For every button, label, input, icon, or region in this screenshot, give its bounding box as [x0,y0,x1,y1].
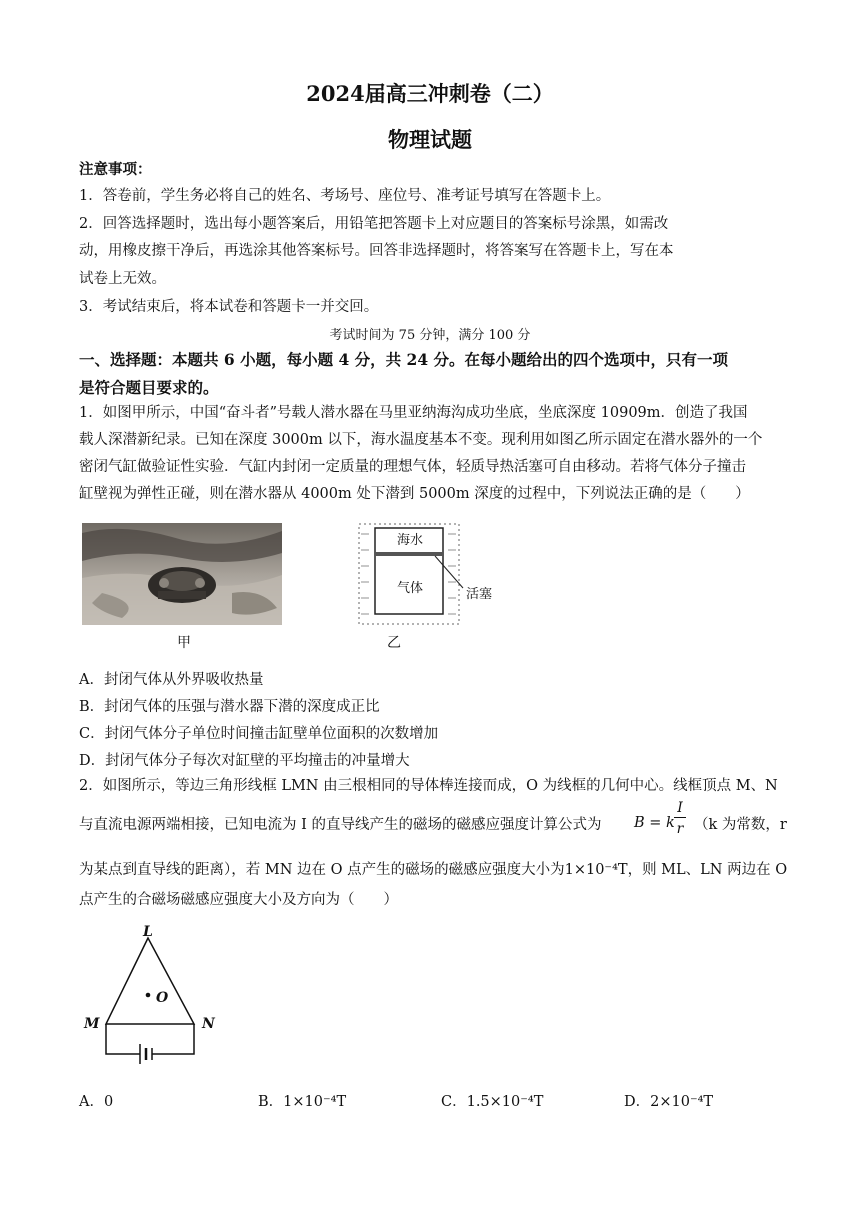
submersible-photo [82,523,282,625]
center-label-o: O [156,990,169,1006]
notice-item: 3．考试结束后，将本试卷和答题卡一并交回。 [79,299,379,315]
notice-heading: 注意事项： [79,161,152,178]
answer-option: C．1.5×10⁻⁴T [441,1094,544,1110]
question-text: 缸壁视为弹性正碰，则在潜水器从 4000m 处下潜到 5000m 深度的过程中，下列说法正确的是（ ） [79,486,750,502]
notice-item: 动，用橡皮擦干净后，再选涂其他答案标号。回答非选择题时，将答案写在答题卡上，写在本 [79,243,674,259]
formula-numerator: I [674,799,686,818]
answer-option: D．封闭气体分子每次对缸壁的平均撞击的冲量增大 [79,753,410,769]
question-text: 为某点到直导线的距离），若 MN 边在 O 点产生的磁场的磁感应强度大小为1×10⁻⁴T，则 ML、LN 两边在 O [79,862,788,878]
triangle-circuit-diagram [78,922,218,1072]
vertex-label-m: M [84,1016,100,1032]
formula-denominator: r [676,821,684,837]
answer-option: D．2×10⁻⁴T [624,1094,714,1110]
vertex-label-n: N [202,1016,215,1032]
question-text: 1．如图甲所示，中国“奋斗者”号载人潜水器在马里亚纳海沟成功坐底，坐底深度 10909m．创造了我国 [79,405,748,421]
notice-item: 1．答卷前，学生务必将自己的姓名、考场号、座位号、准考证号填写在答题卡上。 [79,188,611,204]
figure-caption: 乙 [387,635,401,651]
sea-water-label: 海水 [397,533,424,548]
vertex-label-l: L [143,924,153,940]
question-text: 2．如图所示，等边三角形线框 LMN 由三根相同的导体棒连接而成，O 为线框的几何中心。线框顶点 M、N [79,778,778,794]
answer-option: B．1×10⁻⁴T [258,1094,347,1110]
notice-item: 试卷上无效。 [79,271,166,287]
section-heading: 一、选择题：本题共 6 小题，每小题 4 分，共 24 分。在每小题给出的四个选项中，只有一项 [79,350,729,369]
question-text: （k 为常数，r [694,817,787,833]
question-text: 与直流电源两端相接，已知电流为 I 的直导线产生的磁场的磁感应强度计算公式为 [79,817,602,833]
answer-option: A．0 [79,1094,114,1110]
answer-option: A．封闭气体从外界吸收热量 [79,672,264,688]
figure-caption: 甲 [177,635,191,651]
cylinder-diagram [355,520,505,630]
answer-option: C．封闭气体分子单位时间撞击缸壁单位面积的次数增加 [79,726,439,742]
notice-item: 2．回答选择题时，选出每小题答案后，用铅笔把答题卡上对应题目的答案标号涂黑，如需改 [79,216,669,232]
question-text: 载人深潜新纪录。已知在深度 3000m 以下，海水温度基本不变。现利用如图乙所示固定在潜水器外的一个 [79,432,763,448]
answer-option: B．封闭气体的压强与潜水器下潜的深度成正比 [79,699,380,715]
section-heading: 是符合题目要求的。 [79,378,219,397]
piston-label: 活塞 [466,587,493,602]
exam-subtitle: 物理试题 [388,127,472,152]
exam-title: 2024届高三冲刺卷（二） [306,81,554,106]
question-text: 点产生的合磁场磁感应强度大小及方向为（ ） [79,892,398,908]
gas-label: 气体 [397,581,424,596]
formula: B = k [634,815,675,831]
exam-info: 考试时间为 75 分钟，满分 100 分 [329,328,531,343]
question-text: 密闭气缸做验证性实验．气缸内封闭一定质量的理想气体，轻质导热活塞可自由移动。若将气体分子撞击 [79,459,746,475]
